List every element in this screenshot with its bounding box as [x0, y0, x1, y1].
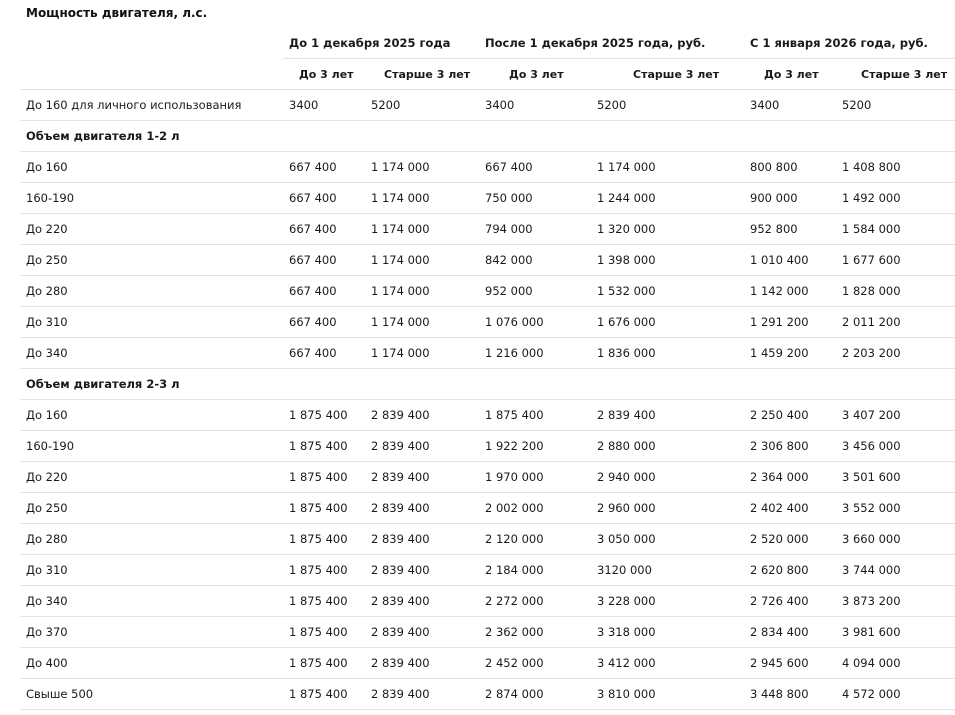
- cell-value: 3 873 200: [836, 586, 955, 617]
- cell-value: 2 839 400: [365, 679, 479, 710]
- cell-value: 2 960 000: [591, 493, 744, 524]
- row-label: 160-190: [20, 183, 283, 214]
- cell-value: 1 174 000: [591, 152, 744, 183]
- section-header-row: [20, 369, 955, 400]
- row-label: До 220: [20, 214, 283, 245]
- cell-value: 3400: [479, 90, 591, 121]
- rates-table: [20, 28, 955, 710]
- cell-value: 800 800: [744, 152, 836, 183]
- cell-value: 1 010 400: [744, 245, 836, 276]
- cell-value: 4 094 000: [836, 648, 955, 679]
- age-header: До 3 лет: [479, 59, 591, 90]
- cell-value: 667 400: [283, 214, 365, 245]
- age-header: Старше 3 лет: [365, 59, 479, 90]
- table-row: [20, 431, 955, 462]
- cell-value: 2 184 000: [479, 555, 591, 586]
- cell-value: 1 320 000: [591, 214, 744, 245]
- row-label: До 340: [20, 586, 283, 617]
- cell-value: 1 174 000: [365, 276, 479, 307]
- cell-value: 2 364 000: [744, 462, 836, 493]
- section-title: Объем двигателя 2-3 л: [20, 369, 955, 400]
- row-label: До 310: [20, 307, 283, 338]
- cell-value: 1 875 400: [283, 524, 365, 555]
- cell-value: 2 839 400: [591, 400, 744, 431]
- table-row: [20, 183, 955, 214]
- cell-value: 1 459 200: [744, 338, 836, 369]
- cell-value: 667 400: [283, 245, 365, 276]
- cell-value: 1 398 000: [591, 245, 744, 276]
- cell-value: 1 291 200: [744, 307, 836, 338]
- cell-value: 1 174 000: [365, 245, 479, 276]
- row-label: До 310: [20, 555, 283, 586]
- cell-value: 2 874 000: [479, 679, 591, 710]
- cell-value: 1 532 000: [591, 276, 744, 307]
- table-row: [20, 679, 955, 710]
- cell-value: 794 000: [479, 214, 591, 245]
- cell-value: 1 174 000: [365, 338, 479, 369]
- cell-value: 3 050 000: [591, 524, 744, 555]
- cell-value: 3 810 000: [591, 679, 744, 710]
- cell-value: 1 875 400: [283, 555, 365, 586]
- age-header: Старше 3 лет: [591, 59, 744, 90]
- cell-value: 1 216 000: [479, 338, 591, 369]
- cell-value: 1 875 400: [283, 679, 365, 710]
- row-label: До 160: [20, 400, 283, 431]
- cell-value: 1 970 000: [479, 462, 591, 493]
- cell-value: 1 922 200: [479, 431, 591, 462]
- cell-value: 1 244 000: [591, 183, 744, 214]
- cell-value: 1 828 000: [836, 276, 955, 307]
- age-header: До 3 лет: [744, 59, 836, 90]
- cell-value: 1 174 000: [365, 183, 479, 214]
- table-row: [20, 276, 955, 307]
- age-header: До 3 лет: [283, 59, 365, 90]
- period-header-2: После 1 декабря 2025 года, руб.: [479, 28, 744, 59]
- cell-value: 2 250 400: [744, 400, 836, 431]
- cell-value: 3 552 000: [836, 493, 955, 524]
- cell-value: 3 448 800: [744, 679, 836, 710]
- row-label: До 370: [20, 617, 283, 648]
- table-row: [20, 400, 955, 431]
- table-row: [20, 648, 955, 679]
- row-label: До 400: [20, 648, 283, 679]
- cell-value: 2 002 000: [479, 493, 591, 524]
- cell-value: 900 000: [744, 183, 836, 214]
- cell-value: 1 875 400: [283, 648, 365, 679]
- cell-value: 952 800: [744, 214, 836, 245]
- age-header-blank: [20, 59, 283, 90]
- cell-value: 2 839 400: [365, 555, 479, 586]
- cell-value: 2 839 400: [365, 524, 479, 555]
- table-row: [20, 307, 955, 338]
- cell-value: 1 676 000: [591, 307, 744, 338]
- cell-value: 3400: [283, 90, 365, 121]
- cell-value: 2 011 200: [836, 307, 955, 338]
- cell-value: 2 203 200: [836, 338, 955, 369]
- cell-value: 2 834 400: [744, 617, 836, 648]
- cell-value: 5200: [591, 90, 744, 121]
- cell-value: 1 584 000: [836, 214, 955, 245]
- cell-value: 2 306 800: [744, 431, 836, 462]
- row-label: До 340: [20, 338, 283, 369]
- age-header-row: [20, 59, 955, 90]
- row-label: До 160 для личного использования: [20, 90, 283, 121]
- cell-value: 3120 000: [591, 555, 744, 586]
- cell-value: 2 940 000: [591, 462, 744, 493]
- period-header-3: С 1 января 2026 года, руб.: [744, 28, 955, 59]
- table-row: [20, 586, 955, 617]
- table-row: [20, 90, 955, 121]
- cell-value: 1 492 000: [836, 183, 955, 214]
- cell-value: 3 981 600: [836, 617, 955, 648]
- row-label: 160-190: [20, 431, 283, 462]
- cell-value: 2 839 400: [365, 617, 479, 648]
- cell-value: 2 402 400: [744, 493, 836, 524]
- cell-value: 2 839 400: [365, 462, 479, 493]
- cell-value: 2 272 000: [479, 586, 591, 617]
- section-title: Объем двигателя 1-2 л: [20, 121, 955, 152]
- cell-value: 3 501 600: [836, 462, 955, 493]
- cell-value: 2 520 000: [744, 524, 836, 555]
- cell-value: 2 726 400: [744, 586, 836, 617]
- cell-value: 2 839 400: [365, 648, 479, 679]
- cell-value: 1 875 400: [283, 400, 365, 431]
- cell-value: 1 836 000: [591, 338, 744, 369]
- cell-value: 667 400: [283, 152, 365, 183]
- table-row: [20, 524, 955, 555]
- cell-value: 667 400: [283, 276, 365, 307]
- cell-value: 3 660 000: [836, 524, 955, 555]
- cell-value: 1 408 800: [836, 152, 955, 183]
- table-row: [20, 462, 955, 493]
- cell-value: 842 000: [479, 245, 591, 276]
- age-header: Старше 3 лет: [836, 59, 955, 90]
- table-row: [20, 214, 955, 245]
- cell-value: 3 228 000: [591, 586, 744, 617]
- cell-value: 2 839 400: [365, 400, 479, 431]
- cell-value: 5200: [836, 90, 955, 121]
- cell-value: 3 318 000: [591, 617, 744, 648]
- cell-value: 1 677 600: [836, 245, 955, 276]
- cell-value: 667 400: [283, 183, 365, 214]
- cell-value: 2 839 400: [365, 431, 479, 462]
- cell-value: 1 875 400: [283, 586, 365, 617]
- table-row: [20, 338, 955, 369]
- cell-value: 667 400: [283, 338, 365, 369]
- row-label: До 250: [20, 493, 283, 524]
- table-row: [20, 493, 955, 524]
- row-label: До 280: [20, 524, 283, 555]
- row-label: До 250: [20, 245, 283, 276]
- cell-value: 1 875 400: [283, 462, 365, 493]
- cell-value: 1 174 000: [365, 307, 479, 338]
- cell-value: 1 875 400: [283, 493, 365, 524]
- cell-value: 1 142 000: [744, 276, 836, 307]
- cell-value: 3 412 000: [591, 648, 744, 679]
- row-label: До 160: [20, 152, 283, 183]
- row-label: До 220: [20, 462, 283, 493]
- table-row: [20, 617, 955, 648]
- cell-value: 1 875 400: [283, 617, 365, 648]
- cell-value: 1 174 000: [365, 214, 479, 245]
- cell-value: 1 875 400: [283, 431, 365, 462]
- cell-value: 1 076 000: [479, 307, 591, 338]
- period-header-row: [20, 28, 955, 59]
- header-blank: [20, 28, 283, 59]
- cell-value: 2 362 000: [479, 617, 591, 648]
- cell-value: 667 400: [479, 152, 591, 183]
- cell-value: 3400: [744, 90, 836, 121]
- cell-value: 2 839 400: [365, 586, 479, 617]
- cell-value: 2 620 800: [744, 555, 836, 586]
- cell-value: 1 875 400: [479, 400, 591, 431]
- cell-value: 667 400: [283, 307, 365, 338]
- cell-value: 952 000: [479, 276, 591, 307]
- cell-value: 2 880 000: [591, 431, 744, 462]
- cell-value: 2 945 600: [744, 648, 836, 679]
- row-label: Свыше 500: [20, 679, 283, 710]
- cell-value: 3 456 000: [836, 431, 955, 462]
- table-row: [20, 152, 955, 183]
- cell-value: 2 839 400: [365, 493, 479, 524]
- cell-value: 750 000: [479, 183, 591, 214]
- cell-value: 5200: [365, 90, 479, 121]
- cell-value: 1 174 000: [365, 152, 479, 183]
- cell-value: 4 572 000: [836, 679, 955, 710]
- cell-value: 2 452 000: [479, 648, 591, 679]
- period-header-1: До 1 декабря 2025 года: [283, 28, 479, 59]
- cell-value: 2 120 000: [479, 524, 591, 555]
- table-body: [20, 28, 955, 710]
- cell-value: 3 407 200: [836, 400, 955, 431]
- row-label: До 280: [20, 276, 283, 307]
- section-header-row: [20, 121, 955, 152]
- table-row: [20, 245, 955, 276]
- cell-value: 3 744 000: [836, 555, 955, 586]
- table-title: Мощность двигателя, л.с.: [26, 6, 208, 20]
- table-row: [20, 555, 955, 586]
